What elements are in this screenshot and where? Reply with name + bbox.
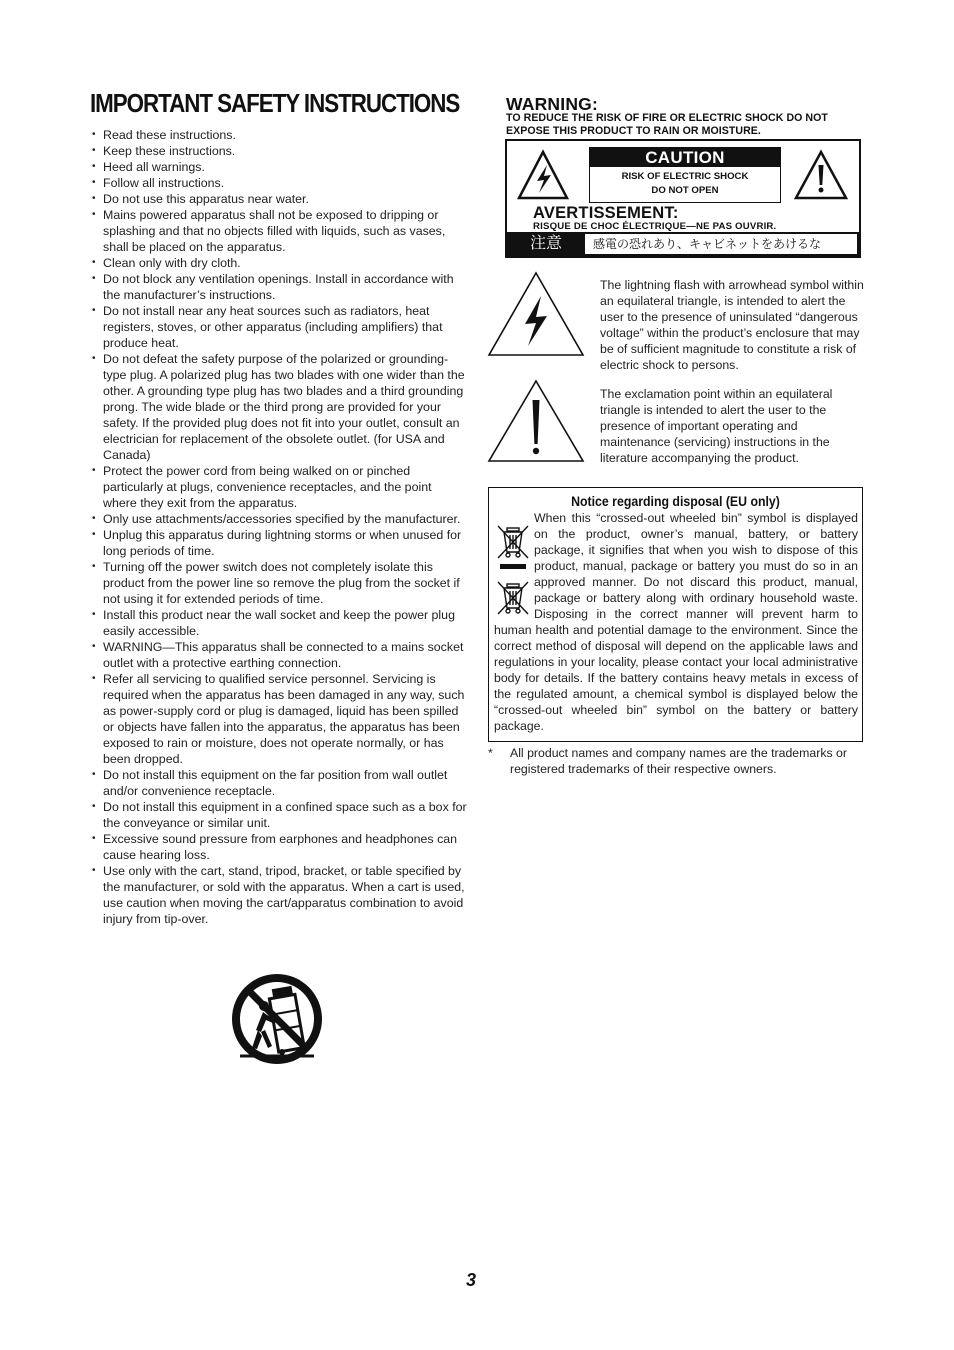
warning-line-1: TO REDUCE THE RISK OF FIRE OR ELECTRIC SHOCK DO NOT bbox=[506, 112, 828, 124]
list-item: • Clean only with dry cloth. bbox=[92, 255, 468, 271]
disposal-notice-box bbox=[488, 487, 863, 742]
list-item: • Do not install this equipment in a confined space such as a box for the conveyance or similar unit. bbox=[92, 799, 468, 831]
list-item: • Heed all warnings. bbox=[92, 159, 468, 175]
risk-shock-text: RISK OF ELECTRIC SHOCK bbox=[621, 171, 749, 182]
japanese-caution-label: 注意 bbox=[529, 235, 562, 252]
disposal-title: Notice regarding disposal (EU only) bbox=[571, 494, 780, 509]
exclamation-symbol-explanation: The exclamation point within an equilateral triangle is intended to alert the user to the presence of important operating and maintenance (servicing) instructions in the literature accompanying the product. bbox=[600, 387, 833, 465]
list-item: • Turning off the power switch does not completely isolate this product from the power line so remove the plug from the socket if not using it for extended periods of time. bbox=[92, 559, 468, 607]
warning-line-2: EXPOSE THIS PRODUCT TO RAIN OR MOISTURE. bbox=[506, 124, 761, 137]
disposal-body bbox=[494, 510, 858, 734]
list-item: • Only use attachments/accessories specified by the manufacturer. bbox=[92, 511, 468, 527]
avertissement-heading: AVERTISSEMENT: bbox=[533, 204, 679, 222]
exclamation-triangle-icon bbox=[487, 378, 585, 464]
list-item: • Unplug this apparatus during lightning storms or when unused for long periods of time. bbox=[92, 527, 468, 559]
list-item: • Keep these instructions. bbox=[92, 143, 468, 159]
list-item: • Refer all servicing to qualified service personnel. Servicing is required when the apparatus has been damaged in any way, such as power-supply cord or plug is damaged, liquid has been spilled or objects have fallen into the apparatus, the apparatus has been exposed to rain or moisture, does not operate normally, or has been dropped. bbox=[92, 671, 468, 767]
safety-instructions-list bbox=[92, 127, 468, 927]
caution-center-panel bbox=[589, 147, 781, 203]
page-number: 3 bbox=[466, 1270, 477, 1290]
list-item: • Install this product near the wall socket and keep the power plug easily accessible. bbox=[92, 607, 468, 639]
trademark-footnote bbox=[488, 745, 868, 777]
list-item: • Mains powered apparatus shall not be exposed to dripping or splashing and that no objects filled with liquids, such as vases, shall be placed on the apparatus. bbox=[92, 207, 468, 255]
page-title: IMPORTANT SAFETY INSTRUCTIONS bbox=[90, 88, 460, 118]
lightning-triangle-icon bbox=[487, 270, 585, 358]
lightning-symbol-explanation: The lightning flash with arrowhead symbol within an equilateral triangle, is intended to alert the user to the presence of uninsulated “dangerous voltage” within the product’s enclosure that may be of sufficient magnitude to constitute a risk of electric shock to persons. bbox=[600, 278, 864, 372]
list-item: • Read these instructions. bbox=[92, 127, 468, 143]
disposal-body-text: When this “crossed-out wheeled bin” symbol is displayed on the product, owner’s manual, battery, or battery package, it signifies that when you wish to dispose of this product, manual, package or battery you must do so in an approved manner. Do not discard this product, manual, package or battery along with ordinary household waste. Disposing in the correct manner will prevent harm to human health and potential damage to the environment. Since the correct method of disposal will depend on the applicable laws and regulations in your locality, please contact your local administrative body for details. If the battery contains heavy metals in excess of the regulated amount, a chemical symbol is displayed below the “crossed-out wheeled bin” symbol on the battery or battery package. bbox=[494, 511, 858, 733]
list-item: • Follow all instructions. bbox=[92, 175, 468, 191]
do-not-open-text: DO NOT OPEN bbox=[651, 185, 719, 196]
footnote-marker: * bbox=[488, 746, 493, 760]
caution-label bbox=[505, 139, 861, 258]
list-item: • Use only with the cart, stand, tripod, bracket, or table specified by the manufacturer, or sold with the apparatus. When a cart is used, use caution when moving the cart/apparatus combination to avoid injury from tip-over. bbox=[92, 863, 468, 927]
warning-heading: WARNING: bbox=[506, 94, 599, 114]
list-item: • Protect the power cord from being walked on or pinched particularly at plugs, convenience receptacles, and the point where they exit from the apparatus. bbox=[92, 463, 468, 511]
list-item: • Do not block any ventilation openings. Install in accordance with the manufacturer’s instructions. bbox=[92, 271, 468, 303]
list-item: • Excessive sound pressure from earphones and headphones can cause hearing loss. bbox=[92, 831, 468, 863]
risque-text: RISQUE DE CHOC ÉLECTRIQUE—NE PAS OUVRIR. bbox=[533, 221, 777, 232]
warning-text bbox=[506, 112, 866, 137]
list-item: • Do not install this equipment on the far position from wall outlet and/or convenience receptacle. bbox=[92, 767, 468, 799]
japanese-warning-bar bbox=[507, 232, 859, 256]
list-item: • Do not use this apparatus near water. bbox=[92, 191, 468, 207]
cart-tip-over-warning-icon bbox=[230, 972, 324, 1066]
japanese-warning-text: 感電の恐れあり、キャビネットをあけるな bbox=[585, 234, 857, 254]
list-item: • WARNING—This apparatus shall be connected to a mains socket outlet with a protective earthing connection. bbox=[92, 639, 468, 671]
list-item: • Do not defeat the safety purpose of the polarized or grounding-type plug. A polarized plug has two blades with one wider than the other. A grounding type plug has two blades and a third grounding prong. The wide blade or the third prong are provided for your safety. If the provided plug does not fit into your outlet, consult an electrician for replacement of the obsolete outlet. (for USA and Canada) bbox=[92, 351, 468, 463]
lightning-triangle-icon bbox=[517, 149, 569, 201]
list-item: • Do not install near any heat sources such as radiators, heat registers, stoves, or other apparatus (including amplifiers) that produce heat. bbox=[92, 303, 468, 351]
exclamation-triangle-icon bbox=[794, 149, 848, 201]
caution-banner: CAUTION bbox=[590, 148, 780, 167]
footnote-text: All product names and company names are the trademarks or registered trademarks of their respective owners. bbox=[510, 746, 847, 776]
